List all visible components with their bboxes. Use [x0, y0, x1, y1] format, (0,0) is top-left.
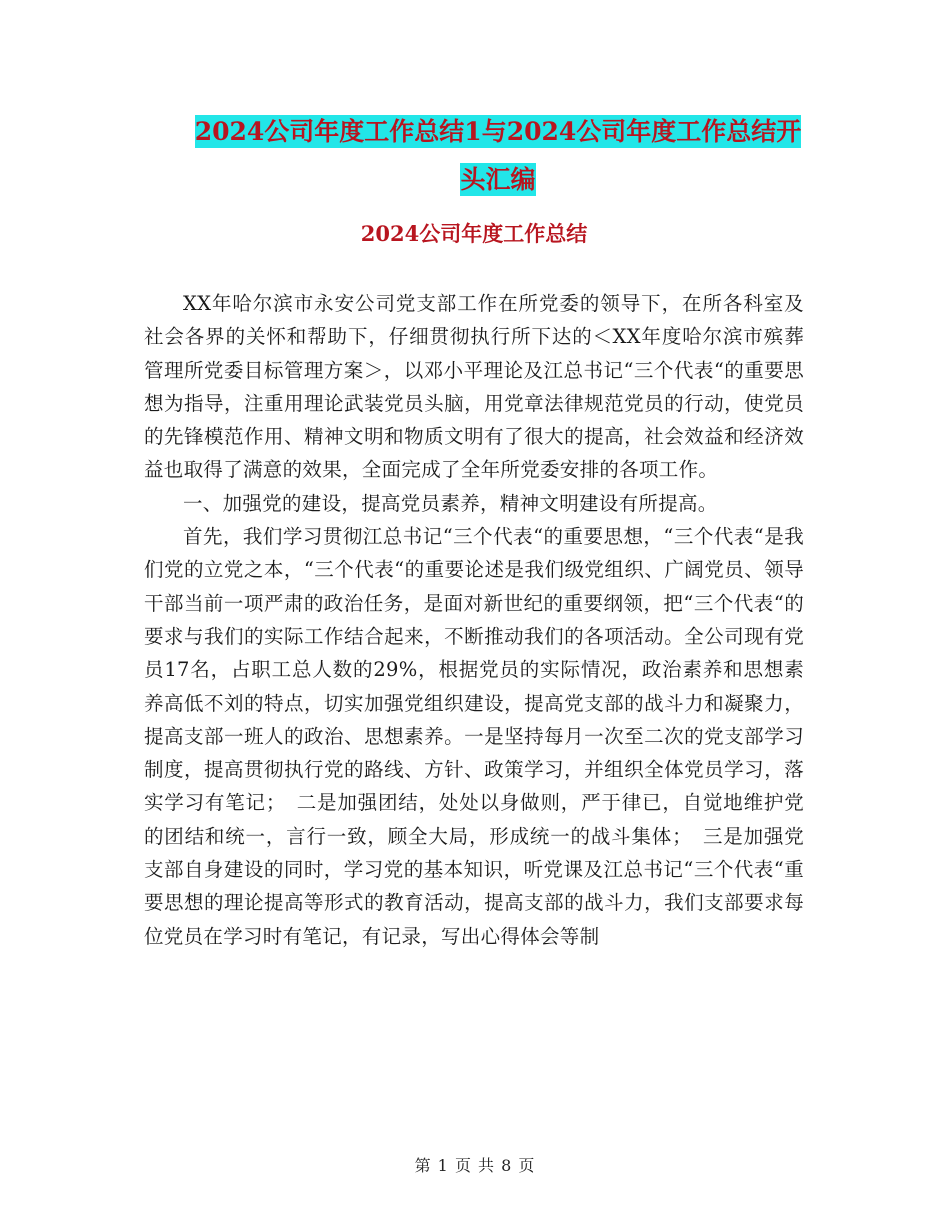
document-body	[144, 287, 804, 953]
body-paragraph: 首先，我们学习贯彻江总书记“三个代表“的重要思想，“三个代表“是我们党的立党之本，“三个代表“的重要论述是我们级党组织、广阔党员、领导干部当前一项严肃的政治任务，是面对新世纪的重要纲领，把“三个代表“的要求与我们的实际工作结合起来，不断推动我们的各项活动。全公司现有党员17名，占职工总人数的29%，根据党员的实际情况，政治素养和思想素养高低不刘的特点，切实加强党组织建设，提高党支部的战斗力和凝聚力，提高支部一班人的政治、思想素养。一是坚持每月一次至二次的党支部学习制度，提高贯彻执行党的路线、方针、政策学习，并组织全体党员学习，落实学习有笔记； 二是加强团结，处处以身做则，严于律已，自觉地维护党的团结和统一，言行一致，顾全大局，形成统一的战斗集体； 三是加强党支部自身建设的同时，学习党的基本知识，听党课及江总书记“三个代表“重要思想的理论提高等形式的教育活动，提高支部的战斗力，我们支部要求每位党员在学习时有笔记，有记录，写出心得体会等制	[144, 525, 804, 948]
body-paragraph: XX年哈尔滨市永安公司党支部工作在所党委的领导下，在所各科室及社会各界的关怀和帮助下，仔细贯彻执行所下达的＜XX年度哈尔滨市殡葬管理所党委目标管理方案＞，以邓小平理论及江总书记“三个代表“的重要思想为指导，注重用理论武装党员头脑，用党章法律规范党员的行动，使党员的先锋模范作用、精神文明和物质文明有了很大的提高，社会效益和经济效益也取得了满意的效果，全面完成了全年所党委安排的各项工作。	[144, 292, 804, 482]
page-footer: 第 1 页 共 8 页	[414, 1156, 536, 1175]
document-title	[150, 108, 846, 204]
body-paragraph: 一、加强党的建设，提高党员素养，精神文明建设有所提高。	[183, 491, 718, 515]
section-title: 2024公司年度工作总结	[360, 221, 588, 246]
document-title-line-2: 头汇编	[460, 165, 536, 194]
document-title-line-1: 2024公司年度工作总结1与2024公司年度工作总结开	[194, 117, 802, 146]
